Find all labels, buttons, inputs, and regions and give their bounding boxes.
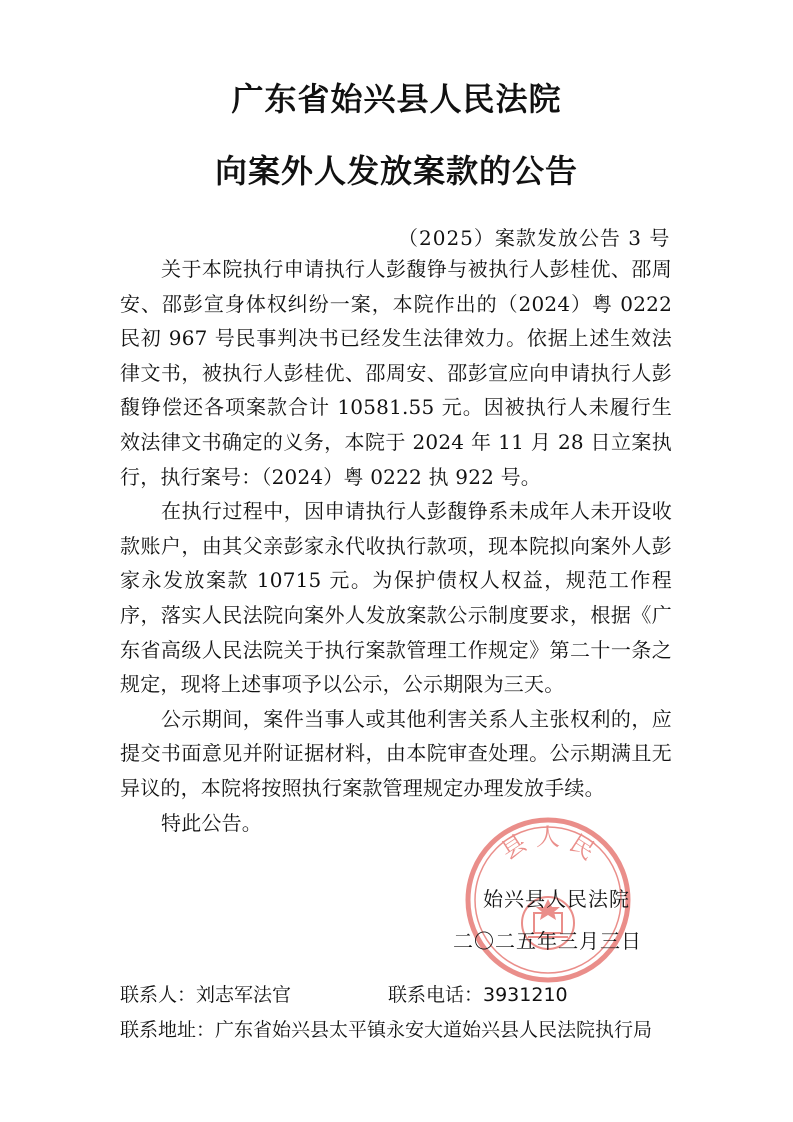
contact-address: 联系地址：广东省始兴县太平镇永安大道始兴县人民法院执行局 (120, 1019, 653, 1041)
paragraph-disbursement: 在执行过程中，因申请执行人彭馥铮系未成年人未开设收款账户，由其父亲彭家永代收执行款项，现本院拟向案外人彭家永发放案款 10715 元。为保护债权人权益，规范工作程序，落实人民法院向案外人发放案款公示制度要求，根据《广东省高级人民法院关于执行案款管理工作规定》第二十一条之规定，现将上述事项予以公示，公示期限为三天。 (120, 499, 672, 697)
seal-text: 县 人 民 (495, 823, 601, 866)
notice-title: 向案外人发放案款的公告 (214, 152, 578, 190)
notice-body (120, 252, 672, 840)
document-number: （2025）案款发放公告 3 号 (398, 226, 671, 250)
contact-phone: 联系电话：3931210 (388, 984, 568, 1006)
paragraph-objection-period: 公示期间，案件当事人或其他利害关系人主张权利的，应提交书面意见并附证据材料，由本院审查处理。公示期满且无异议的，本院将按照执行案款管理规定办理发放手续。 (120, 706, 672, 800)
paragraph-closing: 特此公告。 (161, 810, 262, 835)
signature-date: 二〇二五年三月三日 (453, 929, 642, 953)
paragraph-case-background: 关于本院执行申请执行人彭馥铮与被执行人彭桂优、邵周安、邵彭宣身体权纠纷一案，本院作出的（2024）粤 0222 民初 967 号民事判决书已经发生法律效力。依据上述生效法律文书，被执行人彭桂优、邵周安、邵彭宣应向申请执行人彭馥铮偿还各项案款合计 10581.55 元。因被执行人未履行生效法律文书确定的义务，本院于 2024 年 11 月 28 日立案执行，执行案号：（2024）粤 0222 执 922 号。 (120, 257, 672, 489)
court-title: 广东省始兴县人民法院 (231, 80, 562, 118)
contact-person: 联系人：刘志军法官 (120, 984, 292, 1006)
signature-court: 始兴县人民法院 (483, 887, 630, 911)
